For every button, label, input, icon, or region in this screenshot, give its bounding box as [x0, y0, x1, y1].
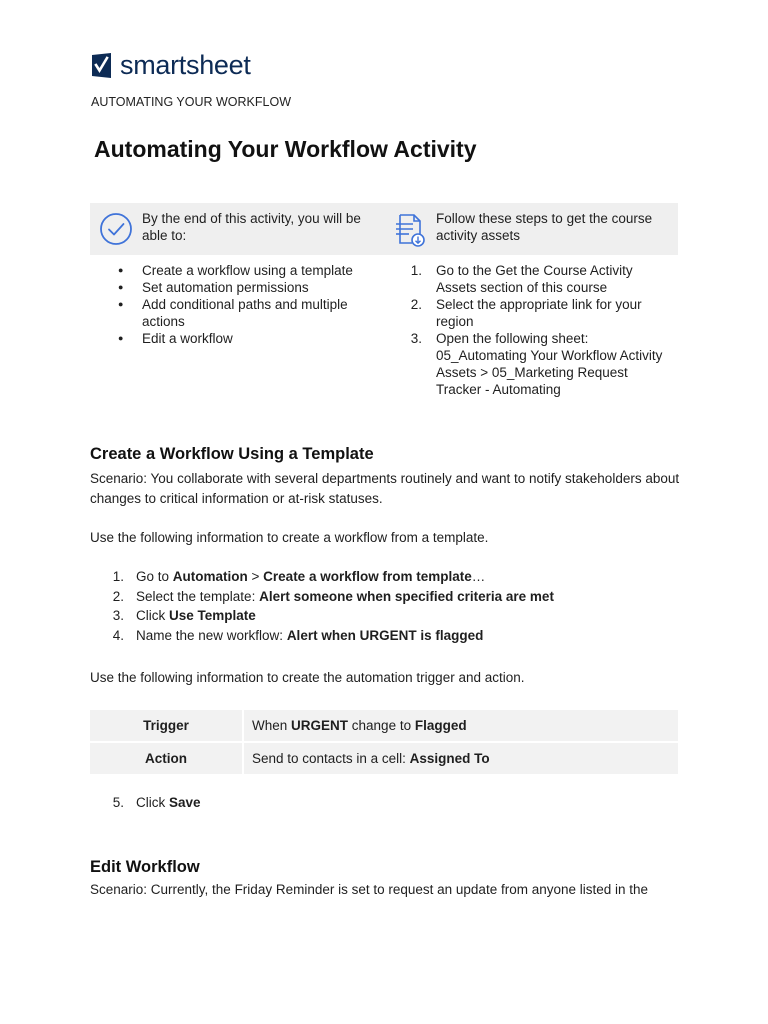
list-item: 2. Select the template: Alert someone when specified criteria are met: [112, 588, 554, 604]
assets-header: [384, 203, 678, 255]
objectives-column: [90, 262, 384, 398]
section-heading-edit-workflow: Edit Workflow: [90, 858, 200, 876]
objectives-heading: By the end of this activity, you will be able to:: [142, 211, 361, 243]
list-item: ● Create a workflow using a template: [90, 262, 382, 279]
section-eyebrow: AUTOMATING YOUR WORKFLOW: [91, 95, 292, 109]
action-value: Send to contacts in a cell: Assigned To: [244, 743, 678, 774]
list-item: 4. Name the new workflow: Alert when URGENT is flagged: [112, 627, 484, 643]
action-label: Action: [90, 743, 242, 774]
scenario-text: Scenario: You collaborate with several departments routinely and want to notify stakeholders about changes to critical information or at-risk statuses.: [90, 471, 680, 506]
table-row: [90, 710, 678, 741]
assets-column: [384, 262, 678, 398]
trigger-intro-text: Use the following information to create the automation trigger and action.: [90, 670, 525, 685]
assets-heading: Follow these steps to get the course activity assets: [436, 211, 653, 243]
list-item: 3. Open the following sheet: 05_Automating Your Workflow Activity Assets > 05_Marketing Request Tracker - Automating: [410, 331, 663, 397]
list-item: ● Add conditional paths and multiple actions: [90, 296, 382, 330]
workflow-steps-list: [90, 567, 554, 645]
overview-body: [90, 255, 678, 398]
workflow-steps-continued: [90, 793, 201, 813]
list-item: 2. Select the appropriate link for your region: [410, 297, 642, 329]
list-item: 3. Click Use Template: [112, 608, 256, 623]
activity-overview: [90, 203, 678, 398]
smartsheet-logo: [92, 50, 251, 81]
objectives-header: [90, 203, 384, 255]
list-item: 5. Click Save: [112, 795, 201, 810]
document-download-icon: [384, 210, 436, 248]
asset-steps-list: [384, 262, 678, 398]
trigger-label: Trigger: [90, 710, 242, 741]
page-title: Automating Your Workflow Activity: [94, 136, 477, 162]
section-heading-create-workflow: Create a Workflow Using a Template: [90, 445, 374, 463]
check-circle-icon: [90, 210, 142, 246]
trigger-value: When URGENT change to Flagged: [244, 710, 678, 741]
list-item: ● Edit a workflow: [90, 330, 382, 347]
intro-text: Use the following information to create a workflow from a template.: [90, 530, 489, 545]
list-item: ● Set automation permissions: [90, 279, 382, 296]
objectives-list: [90, 262, 384, 347]
list-item: 1. Go to the Get the Course Activity Assets section of this course: [410, 263, 633, 295]
logo-wordmark: smartsheet: [120, 50, 251, 80]
table-row: [90, 743, 678, 774]
overview-header: [90, 203, 678, 255]
trigger-action-table: [90, 710, 678, 776]
list-item: 1. Go to Automation > Create a workflow from template…: [112, 569, 486, 584]
smartsheet-logo-icon: [92, 53, 111, 78]
scenario-text-edit: Scenario: Currently, the Friday Reminder is set to request an update from anyone listed in the: [90, 882, 649, 897]
